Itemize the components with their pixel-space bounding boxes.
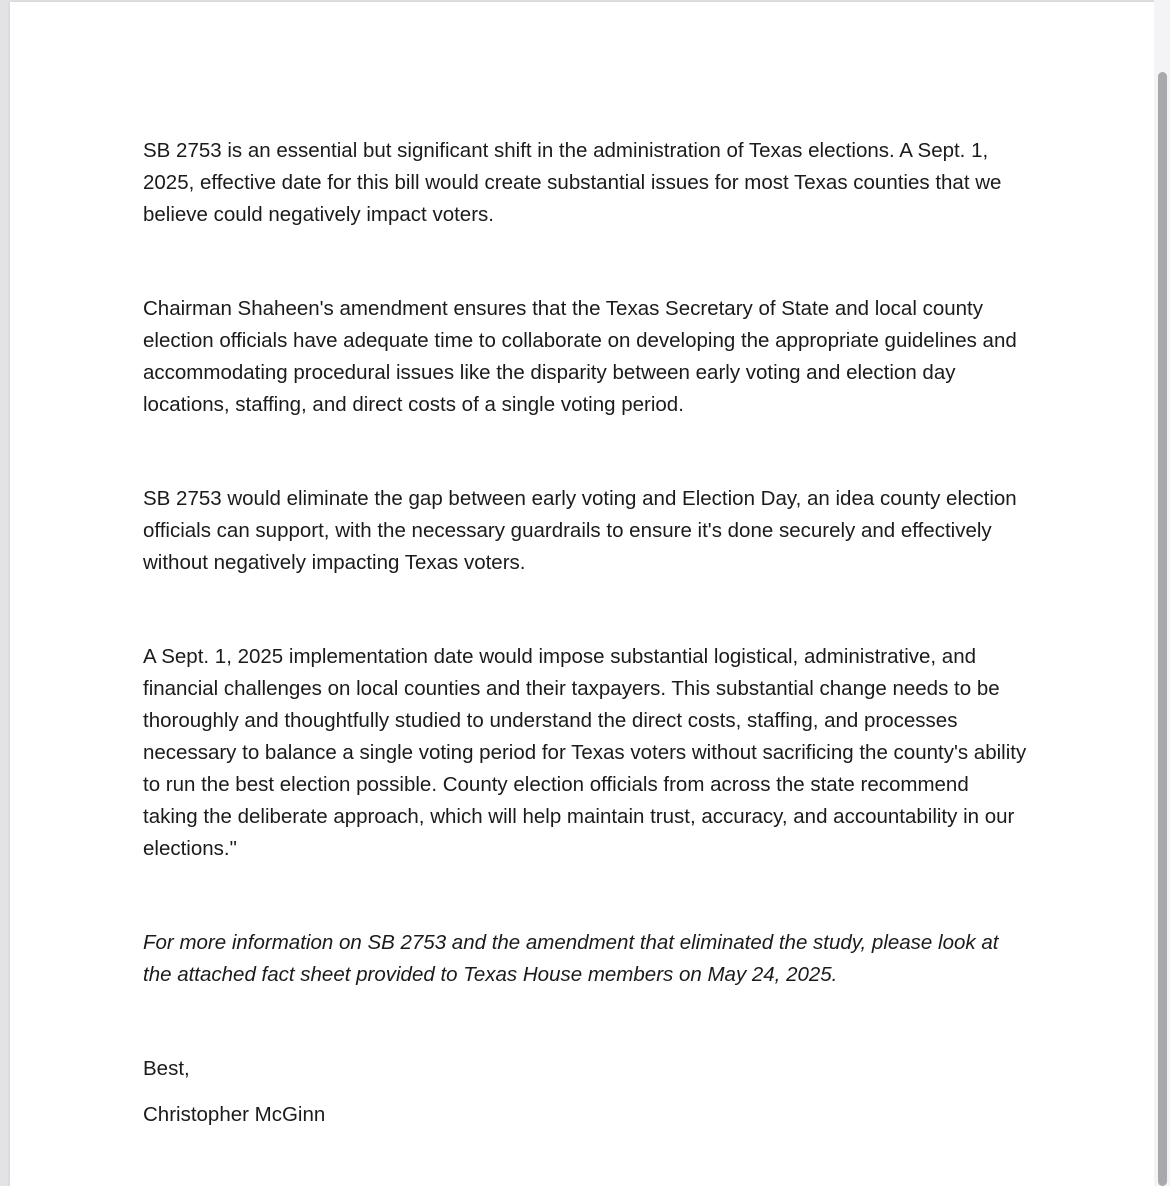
paragraph-effective-date: SB 2753 is an essential but significant shift in the administration of Texas elections. A Sept. 1, 2025, effective date for this bill would create substantial issues for most Texas counties that we believe could negatively impact voters. bbox=[143, 139, 1002, 226]
letter-body bbox=[143, 135, 1028, 1131]
closing-salutation: Best, bbox=[143, 1057, 190, 1080]
fact-sheet-note: For more information on SB 2753 and the amendment that eliminated the study, please look at the attached fact sheet provided to Texas House members on May 24, 2025. bbox=[143, 931, 999, 986]
paragraph-eliminate-gap: SB 2753 would eliminate the gap between early voting and Election Day, an idea county election officials can support, with the necessary guardrails to ensure it's done securely and effectively without negatively impacting Texas voters. bbox=[143, 487, 1017, 574]
vertical-scrollbar[interactable] bbox=[1154, 0, 1170, 1186]
scrollbar-thumb[interactable] bbox=[1158, 72, 1167, 1186]
document-page bbox=[10, 2, 1160, 1186]
paragraph-implementation-date: A Sept. 1, 2025 implementation date would impose substantial logistical, administrative, and financial challenges on local counties and their taxpayers. This substantial change needs to be thoroughly and thoughtfully studied to understand the direct costs, staffing, and processes necessary to balance a single voting period for Texas voters without sacrificing the county's ability to run the best election possible. County election officials from across the state recommend taking the deliberate approach, which will help maintain trust, accuracy, and accountability in our elections." bbox=[143, 645, 1027, 860]
signature-name: Christopher McGinn bbox=[143, 1103, 326, 1126]
paragraph-shaheen-amendment: Chairman Shaheen's amendment ensures that the Texas Secretary of State and local county election officials have adequate time to collaborate on developing the appropriate guidelines and accommodating procedural issues like the disparity between early voting and election day locations, staffing, and direct costs of a single voting period. bbox=[143, 297, 1017, 416]
